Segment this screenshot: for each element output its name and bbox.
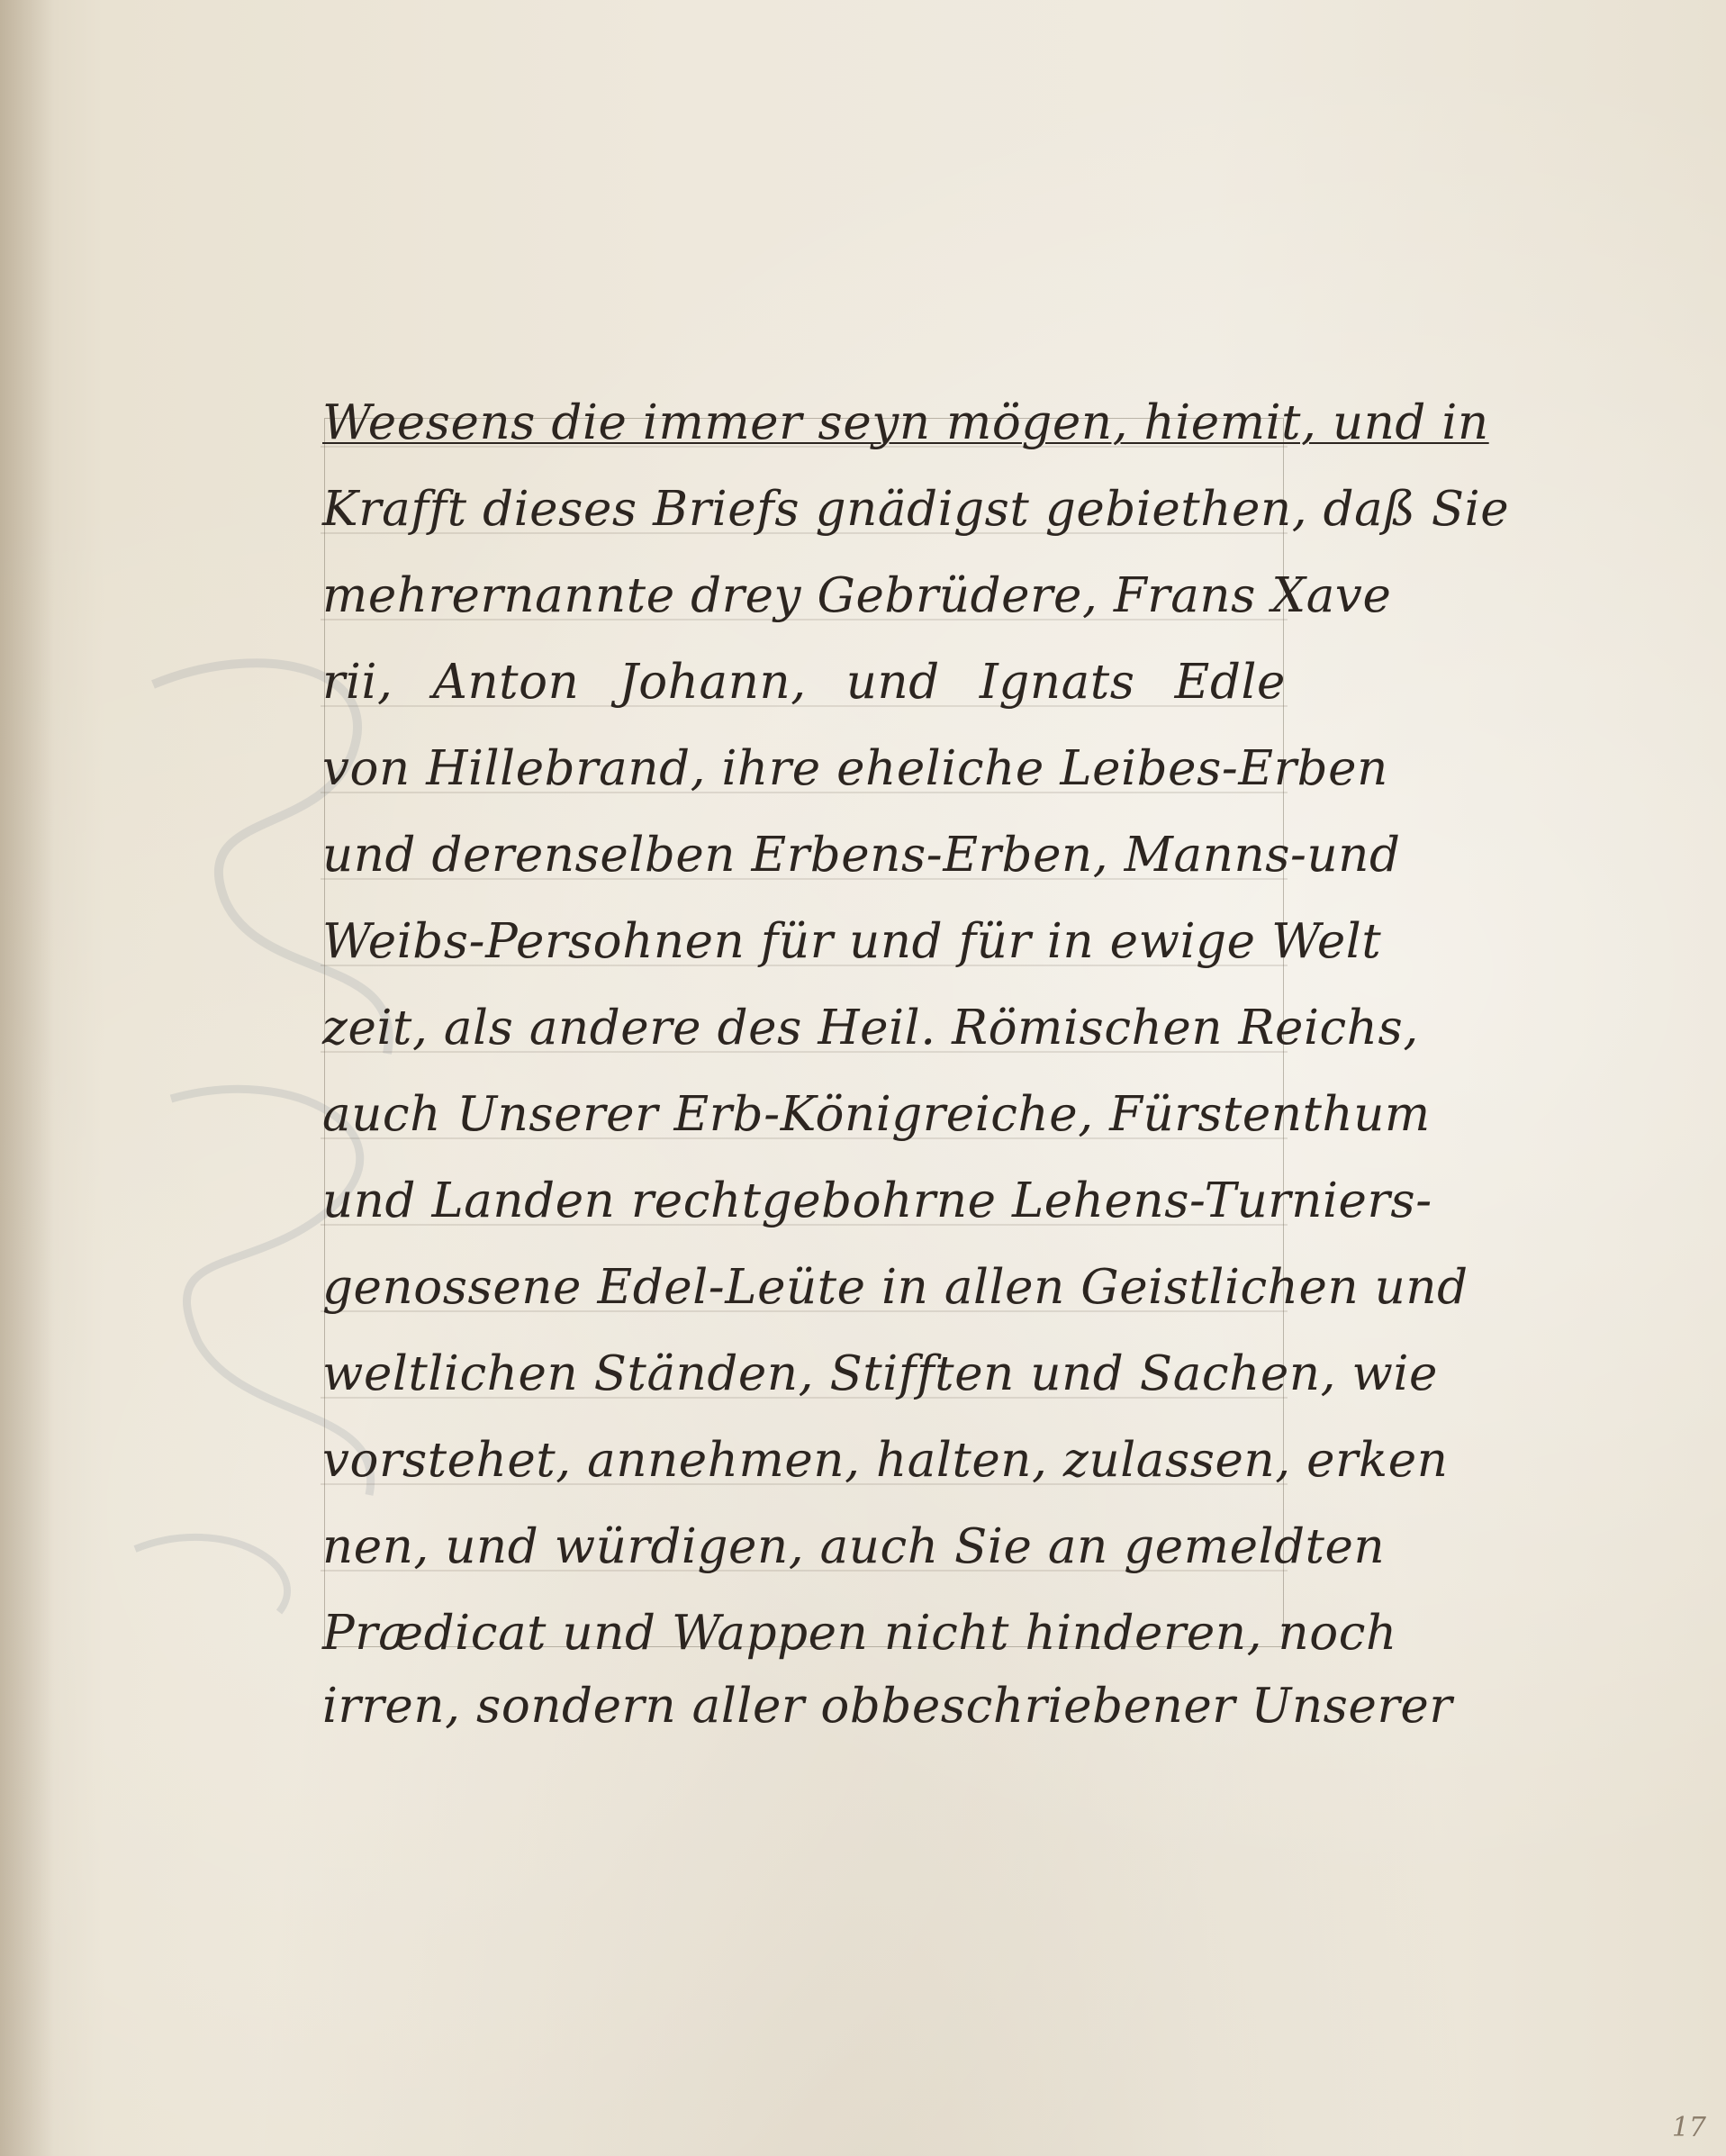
manuscript-line	[321, 1147, 1432, 1234]
manuscript-line	[321, 888, 1382, 974]
line-text: Prædicat und Wappen nicht hinderen, noch	[322, 1606, 1397, 1661]
text-block	[321, 369, 1510, 1661]
manuscript-line	[321, 974, 1419, 1061]
manuscript-line	[321, 629, 1288, 715]
manuscript-line	[321, 369, 1489, 456]
line-text: Weesens die immer seyn mögen, hiemit, und in	[322, 395, 1489, 450]
manuscript-line	[321, 1407, 1449, 1493]
manuscript-line	[321, 1234, 1468, 1320]
line-text: weltlichen Ständen, Stifften und Sachen, wie	[322, 1346, 1438, 1401]
line-text: und Landen rechtgebohrne Lehens-Turniers-	[322, 1173, 1432, 1228]
manuscript-line	[321, 1320, 1438, 1407]
line-text: rii, Anton Johann, und Ignats Edle	[322, 655, 1286, 710]
line-text: und derenselben Erbens-Erben, Manns-und	[322, 828, 1401, 883]
line-text: zeit, als andere des Heil. Römischen Reichs,	[322, 1001, 1419, 1055]
manuscript-line	[321, 802, 1401, 888]
manuscript-line	[321, 1653, 1453, 1739]
line-text: auch Unserer Erb-Königreiche, Fürstenthum	[322, 1087, 1431, 1142]
line-text: Weibs-Persohnen für und für in ewige Welt	[322, 914, 1382, 969]
folio-number: 17	[1671, 2112, 1706, 2143]
line-text: genossene Edel-Leüte in allen Geistlichen und	[322, 1260, 1468, 1315]
line-text: irren, sondern aller obbeschriebener Unserer	[322, 1679, 1453, 1734]
line-text: von Hillebrand, ihre eheliche Leibes-Erben	[322, 741, 1388, 796]
text-block-last	[321, 1653, 1453, 1752]
binding-gutter-shadow	[0, 0, 54, 2156]
manuscript-line	[321, 1493, 1386, 1580]
manuscript-line	[321, 715, 1388, 802]
manuscript-line	[321, 542, 1392, 629]
manuscript-line	[321, 456, 1510, 542]
line-text: mehrernannte drey Gebrüdere, Frans Xave	[322, 568, 1392, 623]
line-text: nen, und würdigen, auch Sie an gemeldten	[322, 1519, 1386, 1574]
manuscript-line	[321, 1061, 1431, 1147]
line-text: vorstehet, annehmen, halten, zulassen, erken	[322, 1433, 1449, 1488]
line-text: Krafft dieses Briefs gnädigst gebiethen, daß Sie	[322, 482, 1510, 537]
